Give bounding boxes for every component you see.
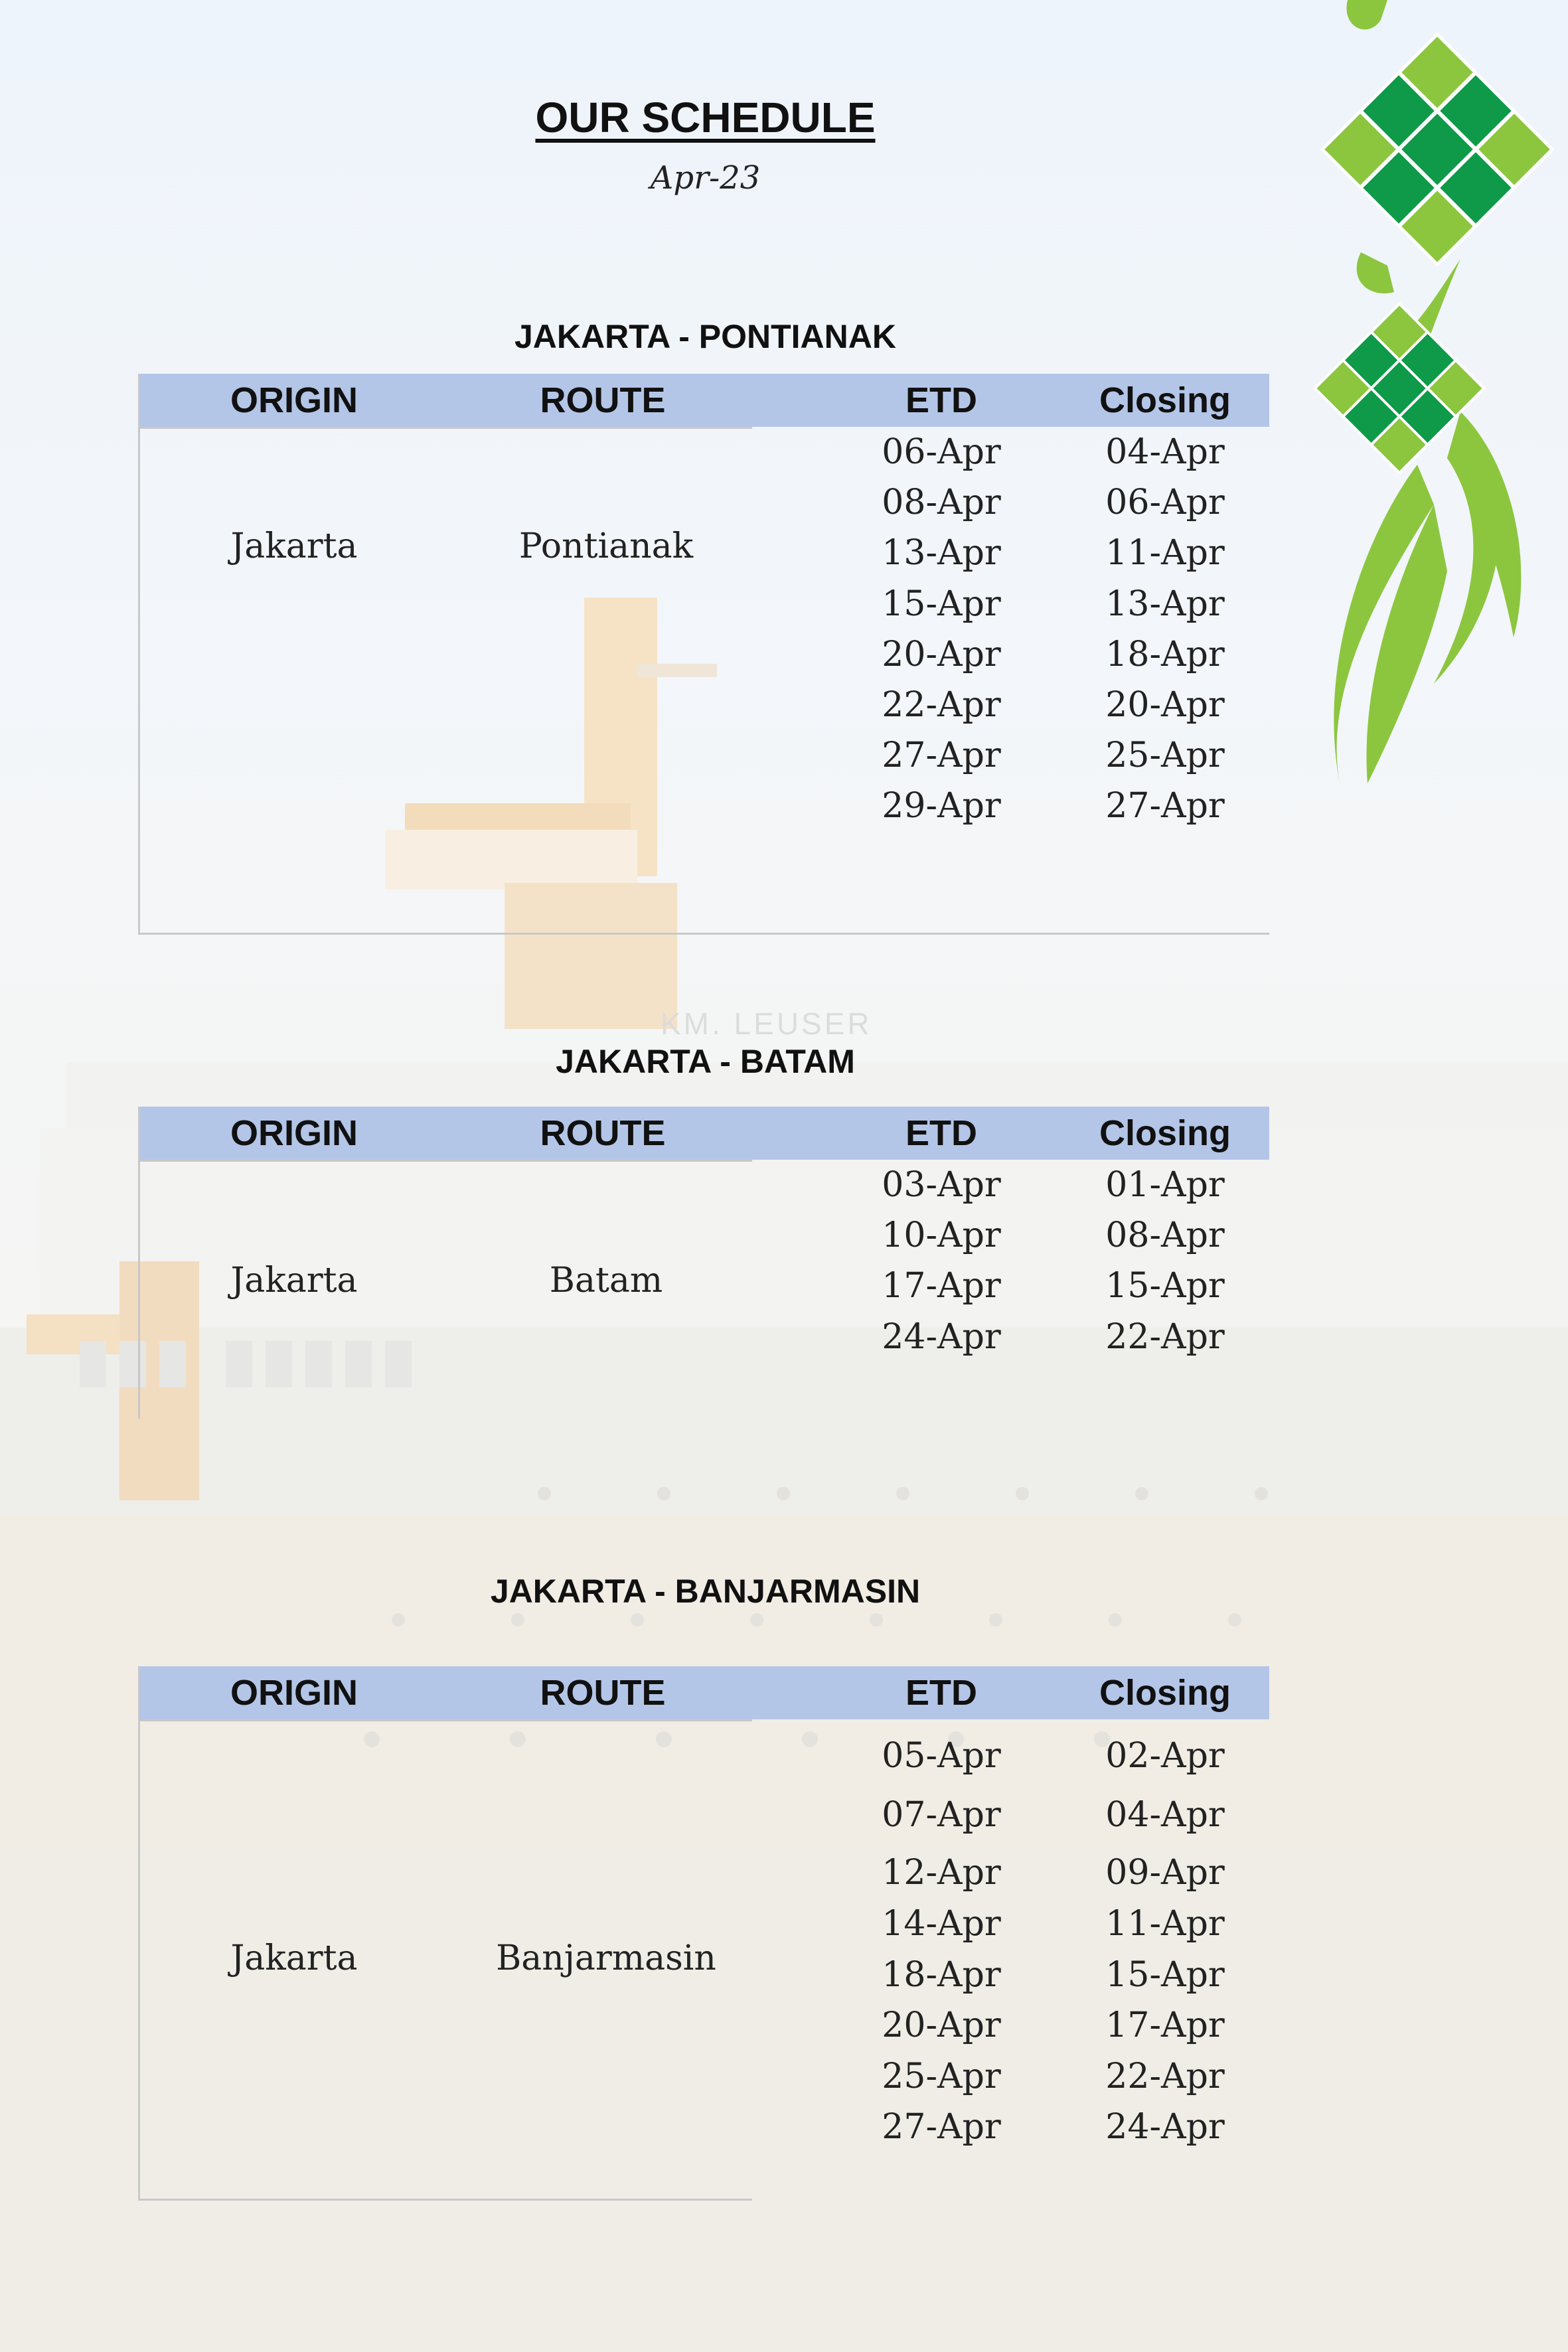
closing-date: 27-Apr [1105,786,1225,826]
etd-date: 29-Apr [882,786,1001,826]
closing-date: 24-Apr [1105,2107,1225,2147]
table-header [138,1107,1269,1160]
origin-cell: Jakarta [230,1938,358,1978]
schedule-month: Apr-23 [650,159,761,196]
etd-date: 08-Apr [882,483,1001,522]
table-header [138,1666,1269,1719]
section-title-pontianak: JAKARTA - PONTIANAK [514,318,896,355]
schedule-table-pontianak [138,374,1269,938]
etd-date: 07-Apr [882,1795,1001,1835]
origin-cell: Jakarta [230,1261,358,1300]
closing-date: 22-Apr [1105,1317,1225,1357]
etd-date: 27-Apr [882,736,1001,775]
closing-date: 22-Apr [1105,2057,1225,2096]
closing-date: 08-Apr [1105,1215,1225,1255]
column-header-etd: ETD [905,1673,977,1713]
closing-date: 11-Apr [1105,533,1225,573]
table-left-border [138,1666,140,2201]
row-divider [138,1719,752,1721]
table-left-border [138,374,140,935]
column-header-route: ROUTE [540,380,666,420]
schedule-table-banjarmasin [138,1666,1269,2204]
column-header-closing: Closing [1099,1673,1231,1713]
etd-date: 12-Apr [882,1853,1001,1893]
ship-name-label: KM. LEUSER [661,1006,872,1041]
etd-date: 03-Apr [882,1165,1001,1205]
closing-date: 04-Apr [1105,432,1225,472]
closing-date: 15-Apr [1105,1266,1225,1306]
column-header-etd: ETD [905,1113,977,1153]
closing-date: 01-Apr [1105,1165,1225,1205]
etd-date: 05-Apr [882,1736,1001,1776]
section-title-batam: JAKARTA - BATAM [556,1043,855,1080]
column-header-etd: ETD [905,380,977,420]
etd-date: 25-Apr [882,2057,1001,2096]
etd-date: 15-Apr [882,584,1001,624]
closing-date: 17-Apr [1105,2005,1225,2045]
row-divider [138,427,752,429]
etd-date: 18-Apr [882,1955,1001,1995]
closing-date: 11-Apr [1105,1904,1225,1944]
column-header-closing: Closing [1099,1113,1231,1153]
etd-date: 17-Apr [882,1266,1001,1306]
column-header-closing: Closing [1099,380,1231,420]
etd-date: 24-Apr [882,1317,1001,1357]
closing-date: 09-Apr [1105,1853,1225,1893]
etd-date: 10-Apr [882,1215,1001,1255]
etd-date: 27-Apr [882,2107,1001,2147]
column-header-origin: ORIGIN [230,1113,358,1153]
route-cell: Batam [549,1261,663,1300]
closing-date: 15-Apr [1105,1955,1225,1995]
column-header-route: ROUTE [540,1113,666,1153]
table-header [138,374,1269,427]
column-header-origin: ORIGIN [230,380,358,420]
etd-date: 22-Apr [882,685,1001,725]
closing-date: 06-Apr [1105,483,1225,522]
closing-date: 02-Apr [1105,1736,1225,1776]
column-header-route: ROUTE [540,1673,666,1713]
section-title-banjarmasin: JAKARTA - BANJARMASIN [490,1573,921,1610]
etd-date: 06-Apr [882,432,1001,472]
column-header-origin: ORIGIN [230,1673,358,1713]
closing-date: 20-Apr [1105,685,1225,725]
schedule-table-batam [138,1107,1269,1425]
table-bottom-border [138,2199,752,2201]
etd-date: 14-Apr [882,1904,1001,1944]
closing-date: 04-Apr [1105,1795,1225,1835]
table-bottom-border [138,933,1269,935]
route-cell: Pontianak [518,526,694,566]
row-divider [138,1160,752,1162]
origin-cell: Jakarta [230,526,358,566]
etd-date: 20-Apr [882,2005,1001,2045]
closing-date: 25-Apr [1105,736,1225,775]
closing-date: 13-Apr [1105,584,1225,624]
etd-date: 20-Apr [882,635,1001,674]
route-cell: Banjarmasin [496,1938,716,1978]
closing-date: 18-Apr [1105,635,1225,674]
page-title: OUR SCHEDULE [535,94,876,141]
etd-date: 13-Apr [882,533,1001,573]
